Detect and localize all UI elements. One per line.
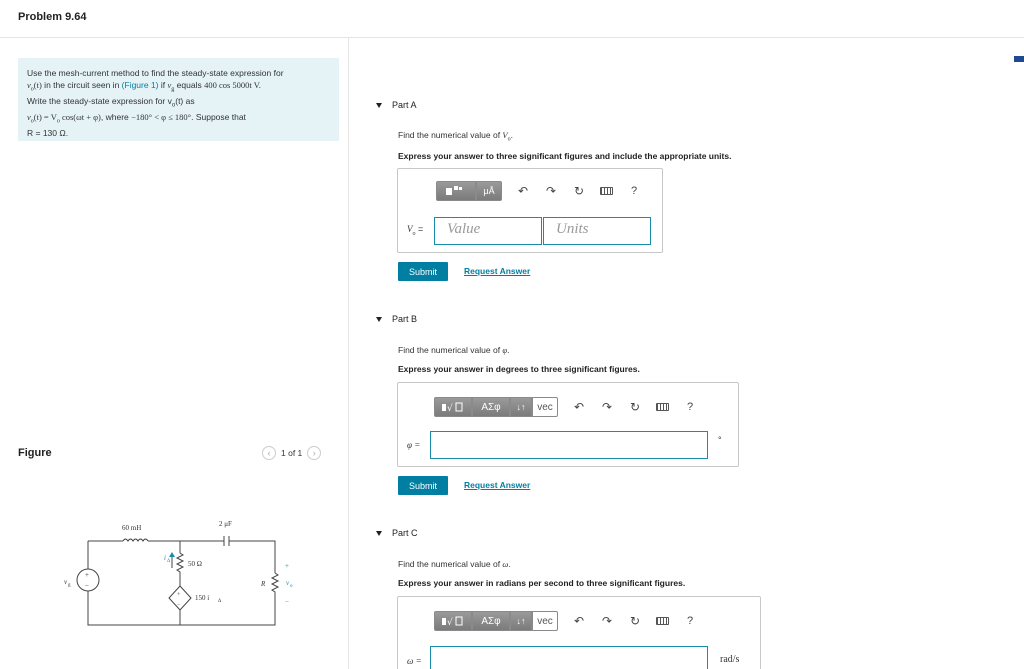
figure-prev-button[interactable]: ‹: [262, 446, 276, 460]
resistor-50: [177, 553, 183, 586]
part-b-prompt: Find the numerical value of φ.: [398, 345, 510, 355]
problem-title: Problem 9.64: [18, 11, 87, 23]
problem-line-4: $v_o(t) = V_o$ cos(ωt + φ), where −180° < φ ≤ 180°. Suppose that: [27, 111, 246, 125]
angle-input[interactable]: [430, 431, 708, 459]
keyboard-icon[interactable]: [656, 403, 669, 411]
wire-top-right: [229, 541, 275, 573]
undo-icon[interactable]: ↶: [573, 400, 585, 414]
part-a-request-answer-link[interactable]: Request Answer: [464, 266, 531, 276]
header-divider: [0, 37, 1024, 38]
resistor-R: [272, 573, 278, 598]
svg-text:√: √: [447, 404, 453, 413]
figure-next-button[interactable]: ›: [307, 446, 321, 460]
value-placeholder: Value: [447, 221, 481, 237]
part-a-prompt: Find the numerical value of $V_o$.: [398, 130, 513, 143]
figure-label: Figure: [18, 447, 52, 459]
reset-icon[interactable]: ↻: [629, 614, 641, 628]
part-c-title: Part C: [392, 528, 418, 538]
part-b-request-answer-link[interactable]: Request Answer: [464, 480, 531, 490]
inductor: [123, 539, 148, 541]
help-icon[interactable]: ?: [630, 185, 638, 197]
subscript-button[interactable]: ↓↑: [510, 397, 532, 417]
problem-line-3: Write the steady-state expression for $v_o(t)$ as: [27, 95, 195, 109]
output-label: v: [286, 579, 290, 587]
column-divider: [348, 38, 349, 669]
value-input[interactable]: [434, 217, 542, 245]
capacitor-label: 2 μF: [219, 520, 232, 528]
redo-icon[interactable]: ↷: [601, 400, 613, 414]
reset-icon[interactable]: ↻: [573, 184, 585, 198]
resistor-label: 50 Ω: [188, 560, 202, 568]
figure-pager-text: 1 of 1: [281, 448, 303, 458]
greek-symbols-button[interactable]: ΑΣφ: [472, 397, 510, 417]
help-icon[interactable]: ?: [686, 401, 694, 413]
part-c-toolbar: [434, 611, 697, 631]
part-a-submit-button[interactable]: Submit: [398, 262, 448, 281]
subscript-button[interactable]: ↓↑: [510, 611, 532, 631]
dep-plus: +: [177, 592, 181, 598]
vector-button[interactable]: vec: [532, 611, 558, 631]
output-sub: o: [290, 584, 293, 589]
part-a-title: Part A: [392, 100, 417, 110]
source-label: v: [64, 578, 68, 586]
help-icon[interactable]: ?: [686, 615, 694, 627]
templates-icon[interactable]: [434, 397, 472, 417]
part-c-prompt: Find the numerical value of ω.: [398, 559, 511, 569]
undo-icon[interactable]: ↶: [573, 614, 585, 628]
collapse-triangle-icon: [376, 531, 382, 536]
part-c-instruction: Express your answer in radians per second to three significant figures.: [398, 578, 686, 588]
part-c-answer-box: [397, 596, 761, 669]
part-a-instruction: Express your answer to three significant figures and include the appropriate units.: [398, 151, 732, 161]
part-a-toolbar: [436, 181, 641, 201]
part-b-title: Part B: [392, 314, 418, 324]
source-plus: +: [85, 571, 89, 579]
redo-icon[interactable]: ↷: [545, 184, 557, 198]
output-plus: +: [285, 562, 289, 570]
problem-line-2: $v_o(t)$ in the circuit seen in (Figure 1) if $v_g$ equals 400 cos 5000t V.: [27, 79, 261, 93]
part-b-instruction: Express your answer in degrees to three significant figures.: [398, 364, 640, 374]
collapse-triangle-icon: [376, 103, 382, 108]
keyboard-icon[interactable]: [600, 187, 613, 195]
load-label: R: [261, 580, 266, 588]
vector-button[interactable]: vec: [532, 397, 558, 417]
part-a-var-label: $V_o$ =: [407, 224, 424, 237]
templates-icon[interactable]: [436, 181, 476, 201]
part-b-answer-box: [397, 382, 739, 467]
problem-statement: [18, 58, 339, 141]
part-a-header[interactable]: [376, 100, 417, 110]
units-button[interactable]: μÅ: [476, 181, 502, 201]
figure-link[interactable]: (Figure 1): [121, 79, 159, 90]
undo-icon[interactable]: ↶: [517, 184, 529, 198]
units-placeholder: Units: [556, 221, 589, 237]
inductor-label: 60 mH: [122, 524, 142, 532]
dependent-source-label: 150 i: [195, 594, 210, 602]
greek-symbols-button[interactable]: ΑΣφ: [472, 611, 510, 631]
units-input[interactable]: [543, 217, 651, 245]
part-b-toolbar: [434, 397, 697, 417]
templates-icon[interactable]: [434, 611, 472, 631]
capacitor: [224, 536, 229, 546]
part-b-var-label: φ =: [407, 440, 421, 450]
output-minus: −: [285, 598, 289, 606]
problem-line-5: R = 130 Ω.: [27, 128, 69, 139]
svg-text:√: √: [447, 618, 453, 627]
part-b-unit: °: [718, 435, 722, 445]
source-sub: g: [68, 583, 71, 588]
angular-frequency-input[interactable]: [430, 646, 708, 669]
part-b-submit-button[interactable]: Submit: [398, 476, 448, 495]
part-c-unit: rad/s: [720, 654, 740, 665]
keyboard-icon[interactable]: [656, 617, 669, 625]
current-label: i: [164, 554, 166, 562]
scroll-position-marker: [1014, 56, 1024, 62]
part-b-header[interactable]: [376, 314, 417, 324]
collapse-triangle-icon: [376, 317, 382, 322]
reset-icon[interactable]: ↻: [629, 400, 641, 414]
part-a-answer-box: [397, 168, 663, 253]
problem-line-1: Use the mesh-current method to find the steady-state expression for: [27, 68, 284, 78]
source-minus: −: [85, 582, 89, 590]
dep-minus: −: [177, 602, 181, 608]
dependent-source-sub: Δ: [218, 599, 222, 604]
current-sub: Δ: [167, 559, 171, 564]
part-c-header[interactable]: [376, 528, 418, 538]
part-c-var-label: ω =: [407, 656, 422, 666]
redo-icon[interactable]: ↷: [601, 614, 613, 628]
circuit-diagram: [60, 508, 300, 633]
figure-pager: [262, 446, 321, 460]
current-arrowhead: [169, 552, 175, 557]
